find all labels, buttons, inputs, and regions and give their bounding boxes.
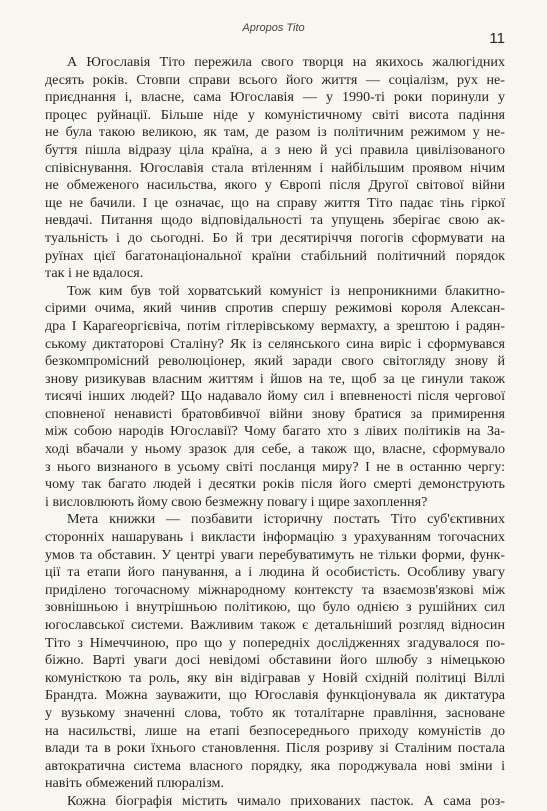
- paragraph: [45, 511, 505, 793]
- text-line: комуністкою та роль, яку він відігравав у Новій східній політиці Віллі: [45, 669, 505, 686]
- text-line: не була такою великою, як там, де разом із політичним режимом у не-: [45, 124, 505, 141]
- text-line: югославської системи. Важливим також є детальніший розгляд відносин: [45, 617, 505, 633]
- text-line: безкомпромісний революціонер, який заради свого світогляду знову й: [45, 353, 505, 370]
- text-line: зовнішньою і внутрішньою політикою, що було однією з рушійних сил: [45, 599, 505, 616]
- text-line: влади та в роки їхнього становлення. Після розриву зі Сталіним постала: [45, 740, 505, 757]
- text-line: сповненої ненависті братовбивчої війни знову братися за примирення: [45, 405, 505, 422]
- text-line: Тож ким був той хорватський комуніст із непроникними блакитно-: [67, 282, 505, 299]
- text-line: на насильстві, лише на етапі безпосереднього приходу комуністів до: [45, 722, 505, 739]
- paragraph: [45, 54, 505, 283]
- text-line: біжно. Варті уваги досі невідомі обставини його шлюбу з німецькою: [45, 652, 505, 669]
- text-line: десять років. Стовпи справи всього його життя — соціалізм, рух не-: [45, 71, 505, 88]
- text-line: ському диктаторові Сталіну? Як із селянського сина виріс і сформувався: [45, 335, 505, 352]
- text-line: так і не вдалося.: [45, 265, 144, 282]
- text-line: умов та обставин. У центрі уваги перебуватимуть не тільки форми, функ-: [45, 546, 505, 563]
- page-number: 11: [489, 30, 505, 47]
- text-line: Брандта. Можна зауважити, що Югославія функціонувала як диктатура: [45, 687, 505, 704]
- text-line: приділено тогочасному міжнародному контексту та взаємозв'язкові між: [45, 581, 505, 598]
- text-line: у вузькому значенні слова, тобто як тоталітарне правління, засноване: [45, 704, 505, 721]
- text-line: знову ризикував власним життям і йшов на те, щоб за це гинули також: [45, 370, 505, 387]
- text-line: ще не бачили. І це означає, що на справу життя Тіто падає тінь гіркої: [45, 194, 505, 211]
- text-body: [45, 54, 505, 811]
- text-line: дра I Карагеоргієвіча, потім гітлерівському вермахту, а зрештою і радян-: [45, 317, 505, 334]
- paragraph: [45, 283, 505, 512]
- text-line: невдачі. Питання щодо відповідальності та упущень зберігає свою ак-: [45, 212, 505, 229]
- text-line: тисячі інших людей? Що надавало йому сил і впевненості після чергової: [45, 388, 505, 405]
- text-line: ції та етапи його панування, а і людина й особистість. Особливу увагу: [45, 564, 505, 581]
- text-line: Кожна біографія містить чимало прихованих пасток. А сама роз-: [67, 792, 505, 809]
- text-line: чому так багато людей і десятки років після його смерті демонструють: [45, 476, 505, 493]
- text-line: процес руйнації. Більше ніде у комуністичному світі висота падіння: [45, 106, 505, 123]
- text-line: з нього визнаного в усьому світі посланця миру? І не в останню чергу:: [45, 458, 505, 475]
- text-line: сірими очима, який чинив спротив спершу режимові короля Алексан-: [45, 300, 505, 317]
- text-line: не обмеженого насильства, якого у Європі після Другої світової війни: [45, 177, 505, 194]
- paragraph: [45, 793, 505, 811]
- text-line: між собою народів Югославії? Чому багато хто з лівих політиків на За-: [45, 423, 505, 440]
- text-line: автократична система власного порядку, яка породжувала нові зміни і: [45, 757, 505, 774]
- text-line: туальність і до сьогодні. Бо й три десятиріччя погогів сформувати на: [45, 229, 505, 246]
- running-head: Apropos Tito: [242, 22, 305, 34]
- text-line: сторонніх нашарувань і викласти інформацію з урахуванням тогочасних: [45, 529, 505, 546]
- text-line: співіснування. Югославія стала втіленням і найбільшим проявом нічим: [45, 159, 505, 176]
- text-line: ході вбачали у ньому зразок для себе, а також що, власне, сформувало: [45, 441, 505, 458]
- text-line: приєднання і, власне, сама Югославія — у 1990-ті роки поринули у: [45, 89, 505, 106]
- text-line: і висловлюють йому свою безмежну повагу і щире захоплення?: [45, 493, 428, 510]
- text-line: навіть обмежений плюралізм.: [45, 775, 224, 792]
- text-line: буття пішла відразу ціла країна, а з нею й усі правила цивілізованого: [45, 141, 505, 158]
- text-line: руїнах цієї багатонаціональної країни стабільний політичний порядок: [45, 247, 505, 264]
- text-line: Мета книжки — позбавити історичну постать Тіто суб'єктивних: [67, 511, 505, 528]
- text-line: А Югославія Тіто пережила свого творця на якихось жалюгідних: [67, 54, 505, 70]
- text-line: Тіто з Німеччиною, про що у попередніх дослідженнях згадувалося по-: [45, 634, 505, 651]
